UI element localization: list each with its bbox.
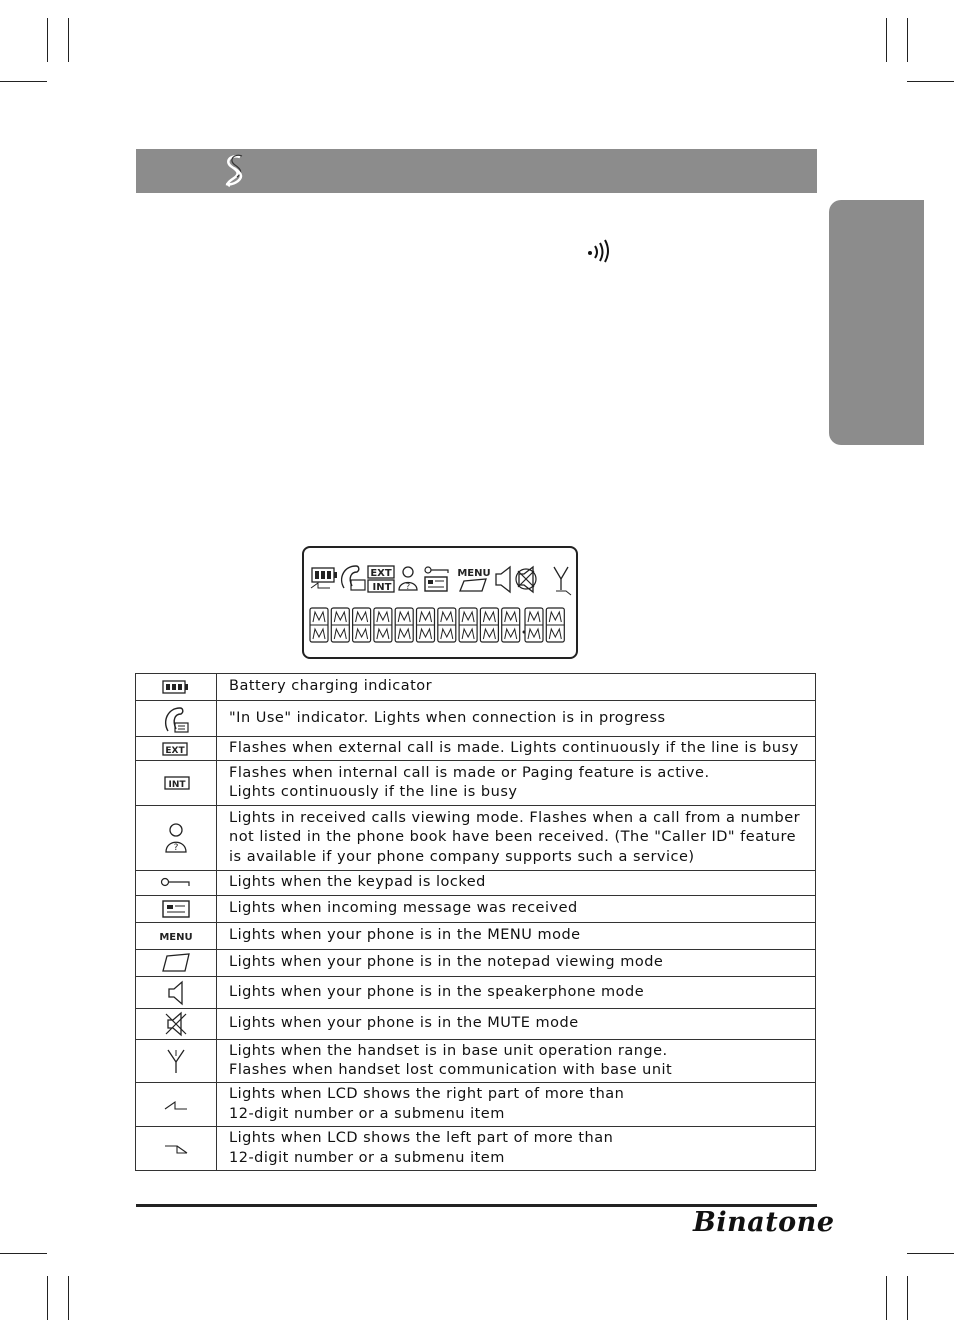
legend-description <box>217 896 816 923</box>
legend-row <box>136 1127 816 1171</box>
legend-description <box>217 871 816 896</box>
lcd-digit <box>480 608 498 642</box>
crop-mark <box>47 1276 48 1320</box>
side-tab <box>829 200 924 445</box>
crop-mark <box>907 18 908 62</box>
legend-description-line: 12-digit number or a submenu item <box>229 1149 505 1166</box>
antenna-icon <box>554 567 571 595</box>
section-header-bar <box>136 149 817 193</box>
legend-description <box>217 977 816 1009</box>
crop-mark <box>907 81 954 82</box>
legend-description <box>217 701 816 737</box>
legend-row <box>136 950 816 977</box>
legend-row <box>136 1040 816 1083</box>
legend-description <box>217 1127 816 1171</box>
svg-text:?: ? <box>173 843 179 853</box>
lcd-digit <box>502 608 520 642</box>
message-icon <box>136 896 217 923</box>
legend-description <box>217 737 816 761</box>
legend-description-line: Flashes when internal call is made or Paging feature is active. <box>229 764 710 781</box>
legend-row <box>136 923 816 950</box>
ext-icon <box>368 566 394 579</box>
notepad-icon <box>136 950 217 977</box>
legend-description <box>217 761 816 806</box>
speaker-icon <box>136 977 217 1009</box>
legend-row <box>136 1009 816 1040</box>
legend-row <box>136 761 816 806</box>
left-arrow-indicator-icon <box>136 1127 217 1171</box>
legend-row <box>136 737 816 761</box>
legend-row <box>136 871 816 896</box>
svg-text:INT: INT <box>168 780 186 790</box>
legend-description-line: Lights when your phone is in the MUTE mode <box>229 1015 579 1032</box>
key-lock-icon <box>425 567 448 573</box>
handset-in-use-icon <box>136 701 217 737</box>
legend-description <box>217 1040 816 1083</box>
antenna-icon <box>136 1040 217 1083</box>
legend-description-line: Lights when incoming message was received <box>229 900 578 917</box>
legend-description <box>217 1083 816 1127</box>
mute-icon <box>516 567 536 592</box>
legend-description <box>217 674 816 701</box>
legend-description-line: 12-digit number or a submenu item <box>229 1105 505 1122</box>
lcd-digit <box>525 608 543 642</box>
svg-text:EXT: EXT <box>370 568 392 579</box>
legend-description-line: Flashes when external call is made. Lights continuously if the line is busy <box>229 739 799 756</box>
legend-row <box>136 1083 816 1127</box>
legend-description-line: Lights continuously if the line is busy <box>229 784 518 800</box>
crop-mark <box>68 1276 69 1320</box>
crop-mark <box>47 18 48 62</box>
right-arrow-indicator-icon <box>136 1083 217 1127</box>
brand-logo: Binatone <box>693 1207 835 1238</box>
svg-text:?: ? <box>405 582 411 591</box>
crop-mark <box>0 1253 47 1254</box>
legend-row <box>136 896 816 923</box>
legend-description-line: Lights when your phone is in the speakerphone mode <box>229 983 645 1000</box>
lcd-digit <box>374 608 392 642</box>
legend-description-line: Lights when the keypad is locked <box>229 874 486 891</box>
legend-description <box>217 1009 816 1040</box>
mute-icon <box>136 1009 217 1040</box>
legend-row <box>136 701 816 737</box>
legend-description-line: Battery charging indicator <box>229 678 433 695</box>
int-icon <box>368 580 394 593</box>
lcd-digit <box>417 608 435 642</box>
battery-icon <box>136 674 217 701</box>
signal-wave-icon <box>586 237 614 263</box>
legend-description-line: Lights when your phone is in the MENU mode <box>229 927 581 944</box>
legend-description-line: not listed in the phone book have been received. (The "Caller ID" feature <box>229 829 797 846</box>
int-icon <box>136 761 217 806</box>
crop-mark <box>886 18 887 62</box>
crop-mark <box>68 18 69 62</box>
message-icon <box>425 577 447 591</box>
legend-row <box>136 977 816 1009</box>
crop-mark <box>907 1253 954 1254</box>
svg-text:MENU: MENU <box>159 932 193 943</box>
lcd-digit <box>546 608 564 642</box>
legend-description-line: is available if your phone company supports such a service) <box>229 848 695 865</box>
lcd-digit <box>395 608 413 642</box>
svg-text:MENU: MENU <box>457 568 491 579</box>
lcd-digit <box>310 608 328 642</box>
svg-text:INT: INT <box>372 582 392 593</box>
battery-icon <box>311 568 337 588</box>
caller-id-icon <box>399 567 417 591</box>
lcd-digit <box>459 608 477 642</box>
legend-description <box>217 923 816 950</box>
legend-description <box>217 950 816 977</box>
menu-icon <box>136 923 217 950</box>
lcd-digit <box>353 608 371 642</box>
legend-description <box>217 806 816 871</box>
legend-description-line: "In Use" indicator. Lights when connection is in progress <box>229 709 666 726</box>
section-symbol-icon <box>220 154 250 188</box>
legend-row <box>136 806 816 871</box>
menu-icon <box>457 568 490 591</box>
legend-description-line: Lights in received calls viewing mode. Flashes when a call from a number <box>229 809 801 826</box>
caller-id-icon <box>136 806 217 871</box>
speaker-icon <box>496 567 510 592</box>
lcd-digit-row <box>310 608 564 642</box>
legend-description-line: Lights when your phone is in the notepad viewing mode <box>229 954 664 971</box>
legend-description-line: Flashes when handset lost communication with base unit <box>229 1062 673 1078</box>
svg-text:EXT: EXT <box>165 745 185 756</box>
legend-description-line: Lights when LCD shows the left part of more than <box>229 1130 614 1146</box>
lcd-icon-legend-table <box>135 673 816 1171</box>
legend-description-line: Lights when LCD shows the right part of more than <box>229 1086 625 1102</box>
legend-row <box>136 674 816 701</box>
ext-icon <box>136 737 217 761</box>
crop-mark <box>907 1276 908 1320</box>
lcd-digit <box>438 608 456 642</box>
crop-mark <box>0 81 47 82</box>
lcd-digit <box>331 608 349 642</box>
crop-mark <box>886 1276 887 1320</box>
key-lock-icon <box>136 871 217 896</box>
lcd-display <box>302 546 578 659</box>
legend-description-line: Lights when the handset is in base unit operation range. <box>229 1042 668 1059</box>
lcd-colon <box>523 631 526 634</box>
handset-in-use-icon <box>342 566 365 590</box>
